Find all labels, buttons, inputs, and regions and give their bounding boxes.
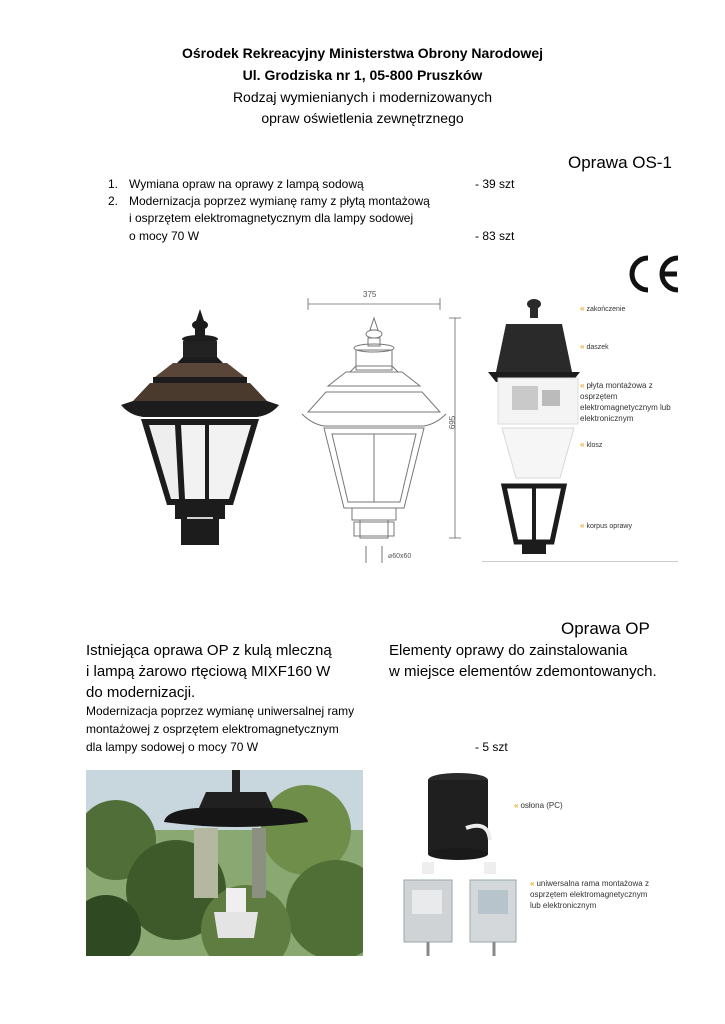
op-right-line-2: w miejsce elementów zdemontowanych.	[389, 663, 657, 680]
op-left-line-2: i lampą żarowo rtęciową MIXF160 W	[86, 663, 331, 680]
op-mod-line-2: montażowej z osprzętem elektromagnetycznym	[86, 722, 339, 736]
drawing-base-label: ⌀60x60	[388, 553, 412, 560]
op-parts-photo	[396, 770, 531, 960]
os1-item-2-line-1: Modernizacja poprzez wymianę ramy z płytą montażową	[129, 194, 430, 208]
part-label-daszek: « daszek	[580, 342, 609, 351]
op-mod-line-1: Modernizacja poprzez wymianę uniwersalnej ramy	[86, 704, 355, 718]
os1-item-1-text: Wymiana opraw na oprawy z lampą sodową	[129, 177, 364, 191]
os1-exploded-parts	[482, 296, 582, 566]
header-line-4: opraw oświetlenia zewnętrznego	[261, 110, 464, 126]
op-lamp-photo	[86, 770, 363, 956]
op-left-line-3: do modernizacji.	[86, 684, 196, 701]
section-title-op: Oprawa OP	[561, 619, 650, 638]
os1-lamp-photo	[115, 305, 285, 550]
section-title-os1: Oprawa OS-1	[568, 153, 672, 172]
part-label-zakonczenie: « zakończenie	[580, 304, 626, 313]
op-part-label-oslona: « osłona (PC)	[514, 801, 563, 810]
op-right-line-1: Elementy oprawy do zainstalowania	[389, 642, 628, 659]
ce-mark-icon	[622, 252, 684, 296]
os1-item-2-line-2: i osprzętem elektromagnetycznym dla lampy sodowej	[129, 211, 414, 225]
op-mod-line-3: dla lampy sodowej o mocy 70 W	[86, 740, 259, 754]
op-qty: - 5 szt	[475, 740, 508, 754]
drawing-width-label: 375	[363, 290, 377, 299]
os1-item-1-qty: - 39 szt	[475, 177, 515, 191]
op-part-label-rama: « uniwersalna rama montażowa z osprzętem elektromagnetycznym lub elektronicznym	[530, 879, 649, 910]
header-line-2: Ul. Grodziska nr 1, 05-800 Pruszków	[242, 67, 483, 83]
part-label-korpus: « korpus oprawy	[580, 521, 632, 530]
op-left-line-1: Istniejąca oprawa OP z kulą mleczną	[86, 642, 332, 659]
os1-item-1-num: 1.	[108, 177, 119, 191]
drawing-height-label: 695	[448, 415, 458, 430]
part-label-plyta: « płyta montażowa z osprzętem elektromagnetycznym lub elektronicznym	[580, 381, 671, 423]
header-line-1: Ośrodek Rekreacyjny Ministerstwa Obrony Narodowej	[181, 45, 543, 61]
os1-item-2-num: 2.	[108, 194, 119, 208]
os1-item-2-qty: - 83 szt	[475, 229, 515, 243]
parts-baseline	[482, 561, 678, 562]
header-line-3: Rodzaj wymienianych i modernizowanych	[232, 89, 493, 105]
os1-item-2-line-3: o mocy 70 W	[129, 229, 200, 243]
part-label-klosz: « klosz	[580, 440, 603, 449]
